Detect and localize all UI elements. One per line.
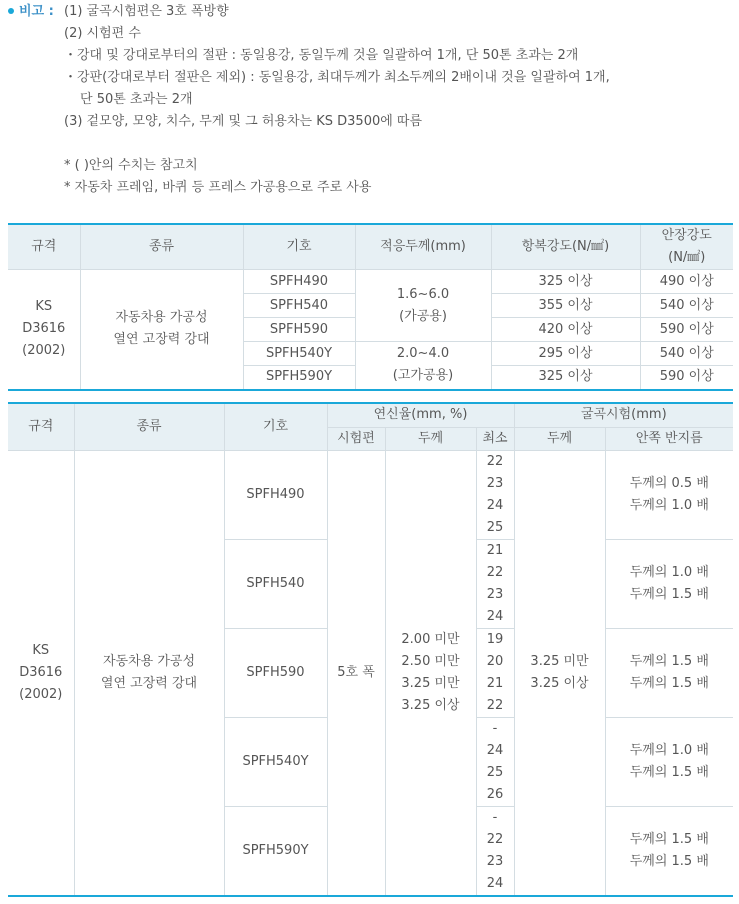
min-cell: 21 22 23 24 bbox=[476, 539, 514, 628]
yield-cell: 295 이상 bbox=[491, 342, 640, 366]
strength-table bbox=[8, 223, 733, 391]
header-tensile: 안장강도 (N/㎟) bbox=[640, 224, 733, 270]
radius-cell: 두께의 1.5 배 두께의 1.5 배 bbox=[605, 806, 733, 896]
symbol-cell: SPFH490 bbox=[243, 270, 355, 294]
note-line: (3) 겉모양, 모양, 치수, 무게 및 그 허용차는 KS D3500에 따름 bbox=[64, 114, 423, 129]
yield-cell: 355 이상 bbox=[491, 294, 640, 318]
table-row bbox=[8, 450, 733, 539]
thickness-range-cell: 2.00 미만 2.50 미만 3.25 미만 3.25 이상 bbox=[385, 450, 476, 896]
min-cell: 19 20 21 22 bbox=[476, 628, 514, 717]
yield-cell: 325 이상 bbox=[491, 366, 640, 390]
min-cell: - 22 23 24 bbox=[476, 806, 514, 896]
note-line: ・강대 및 강대로부터의 절판 : 동일용강, 동일두께 것을 일괄하여 1개, 단 50톤 초과는 2개 bbox=[64, 48, 579, 63]
symbol-cell: SPFH590Y bbox=[224, 806, 327, 896]
radius-cell: 두께의 1.5 배 두께의 1.5 배 bbox=[605, 628, 733, 717]
thickness-cell: 1.6~6.0 (가공용) bbox=[355, 270, 491, 342]
note-line: ・강판(강대로부터 절판은 제외) : 동일용강, 최대두께가 최소두께의 2배이내 것을 일괄하여 1개, bbox=[64, 70, 610, 85]
header-symbol: 기호 bbox=[224, 403, 327, 450]
note-line: * ( )안의 수치는 참고치 bbox=[64, 158, 198, 173]
symbol-cell: SPFH540 bbox=[224, 539, 327, 628]
header-specimen: 시험편 bbox=[327, 427, 385, 450]
notes-head: 비고 : bbox=[19, 4, 54, 19]
specimen-cell: 5호 폭 bbox=[327, 450, 385, 896]
bullet-icon bbox=[8, 8, 14, 14]
note-line: * 자동차 프레임, 바퀴 등 프레스 가공용으로 주로 사용 bbox=[64, 180, 372, 195]
note-line: (2) 시험편 수 bbox=[64, 26, 141, 41]
thickness-cell: 2.0~4.0 (고가공용) bbox=[355, 342, 491, 390]
elongation-bend-table bbox=[8, 402, 733, 897]
header-kind: 종류 bbox=[80, 224, 243, 270]
header-bend-test: 굴곡시험(mm) bbox=[514, 403, 733, 427]
bend-thickness-cell: 3.25 미만 3.25 이상 bbox=[514, 450, 605, 896]
notes-head-line bbox=[8, 3, 54, 21]
yield-cell: 420 이상 bbox=[491, 318, 640, 342]
tensile-cell: 590 이상 bbox=[640, 318, 733, 342]
header-standard: 규격 bbox=[8, 224, 80, 270]
min-cell: - 24 25 26 bbox=[476, 717, 514, 806]
min-cell: 22 23 24 25 bbox=[476, 450, 514, 539]
tensile-cell: 490 이상 bbox=[640, 270, 733, 294]
tensile-cell: 540 이상 bbox=[640, 294, 733, 318]
symbol-cell: SPFH540Y bbox=[243, 342, 355, 366]
radius-cell: 두께의 1.0 배 두께의 1.5 배 bbox=[605, 717, 733, 806]
standard-cell: KS D3616 (2002) bbox=[8, 450, 74, 896]
radius-cell: 두께의 1.0 배 두께의 1.5 배 bbox=[605, 539, 733, 628]
table-row bbox=[8, 270, 733, 294]
note-line: (1) 굴곡시험편은 3호 폭방향 bbox=[64, 4, 229, 19]
radius-cell: 두께의 0.5 배 두께의 1.0 배 bbox=[605, 450, 733, 539]
header-elongation: 연신율(mm, %) bbox=[327, 403, 514, 427]
yield-cell: 325 이상 bbox=[491, 270, 640, 294]
note-line: 단 50톤 초과는 2개 bbox=[80, 92, 193, 107]
header-thickness: 적응두께(mm) bbox=[355, 224, 491, 270]
symbol-cell: SPFH540 bbox=[243, 294, 355, 318]
header-kind: 종류 bbox=[74, 403, 224, 450]
header-thickness: 두께 bbox=[385, 427, 476, 450]
header-yield: 항복강도(N/㎟) bbox=[491, 224, 640, 270]
symbol-cell: SPFH590 bbox=[243, 318, 355, 342]
symbol-cell: SPFH540Y bbox=[224, 717, 327, 806]
header-standard: 규격 bbox=[8, 403, 74, 450]
symbol-cell: SPFH490 bbox=[224, 450, 327, 539]
kind-cell: 자동차용 가공성 열연 고장력 강대 bbox=[74, 450, 224, 896]
header-symbol: 기호 bbox=[243, 224, 355, 270]
symbol-cell: SPFH590 bbox=[224, 628, 327, 717]
header-min: 최소 bbox=[476, 427, 514, 450]
tensile-cell: 590 이상 bbox=[640, 366, 733, 390]
kind-cell: 자동차용 가공성 열연 고장력 강대 bbox=[80, 270, 243, 390]
tensile-cell: 540 이상 bbox=[640, 342, 733, 366]
standard-cell: KS D3616 (2002) bbox=[8, 270, 80, 390]
header-inner-radius: 안쪽 반지름 bbox=[605, 427, 733, 450]
symbol-cell: SPFH590Y bbox=[243, 366, 355, 390]
header-bend-thickness: 두께 bbox=[514, 427, 605, 450]
